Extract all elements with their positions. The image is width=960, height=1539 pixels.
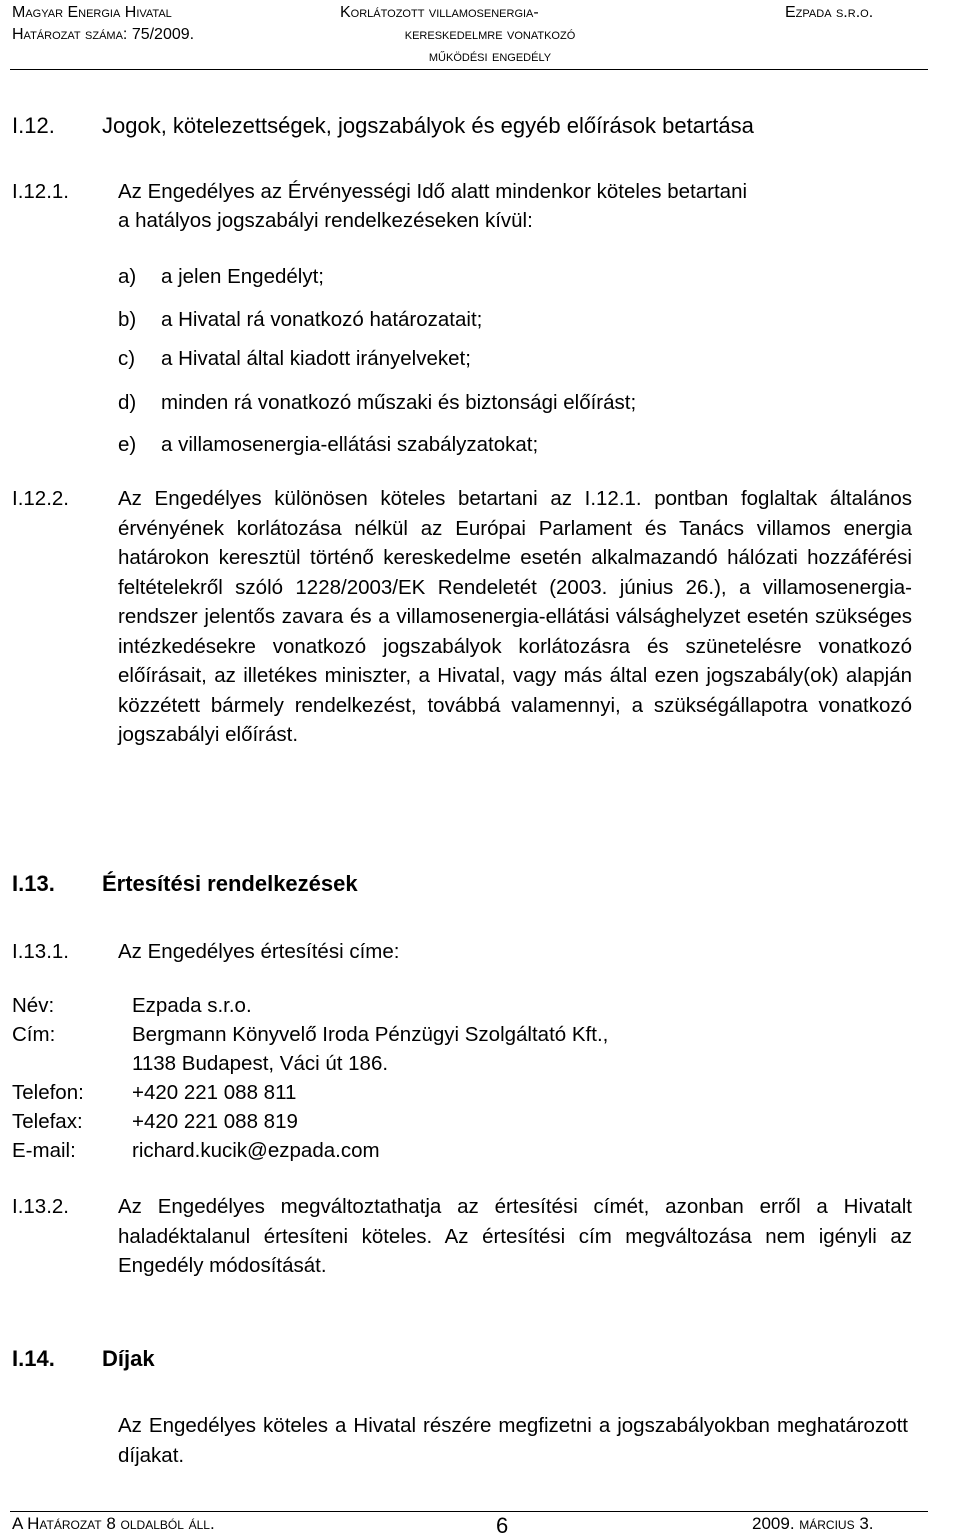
contact-address-label: Cím: xyxy=(12,1023,56,1046)
list-item-label: e) xyxy=(118,433,137,456)
contact-email-value: richard.kucik@ezpada.com xyxy=(132,1139,380,1162)
footer-divider xyxy=(10,1511,928,1512)
paragraph-body: Az Engedélyes különösen köteles betartani az I.12.1. pontban foglaltak általános érvényének korlátozása nélkül az Európai Parlament és Tanács villamos energia határokon keresztül történő kereskedelme esetén alkalmazandó hálózati hozzáférési feltételekről szóló 1228/2003/EK Rendeletét (2003. június 26.), a villamosenergia-rendszer jelentős zavara és a villamosenergia-ellátási válsághelyzet esetén szükséges intézkedésekre vonatkozó jogszabályok korlátozásra és szünetelésre vonatkozó előírásait, az illetékes miniszter, a Hivatal, vagy más által ezen jogszabály(ok) alapján közzétett bármely rendelkezést, továbbá valamennyi, a szükségállapotra vonatkozó jogszabályi előírást. xyxy=(118,487,912,746)
list-item-text: a Hivatal által kiadott irányelveket; xyxy=(161,347,471,370)
footer-date: 2009. március 3. xyxy=(752,1514,874,1533)
contact-name-value: Ezpada s.r.o. xyxy=(132,994,252,1017)
paragraph-line: Az Engedélyes az Érvényességi Idő alatt mindenkor köteles betartani xyxy=(118,180,748,203)
section-title: Jogok, kötelezettségek, jogszabályok és egyéb előírások betartása xyxy=(102,113,754,138)
list-item-label: d) xyxy=(118,391,137,414)
header-license-line2: kereskedelmre vonatkozó xyxy=(404,26,576,43)
paragraph-body: Az Engedélyes értesítési címe: xyxy=(118,940,400,963)
contact-name-label: Név: xyxy=(12,994,55,1017)
paragraph-number: I.12.1. xyxy=(12,180,69,203)
list-item-label: c) xyxy=(118,347,136,370)
paragraph-body: Az Engedélyes köteles a Hivatal részére megfizetni a jogszabályokban meghatározott díjakat. xyxy=(118,1414,908,1467)
header-divider xyxy=(10,69,928,70)
header-licensee: Ezpada s.r.o. xyxy=(785,4,874,21)
page-number: 6 xyxy=(496,1513,509,1538)
header-license-line3: működési engedély xyxy=(428,48,552,65)
contact-email-label: E-mail: xyxy=(12,1139,76,1162)
section-title: Értesítési rendelkezések xyxy=(102,871,358,896)
contact-fax-label: Telefax: xyxy=(12,1110,83,1133)
section-number: I.12. xyxy=(12,113,55,138)
contact-phone-label: Telefon: xyxy=(12,1081,84,1104)
footer-page-count: A Határozat 8 oldalból áll. xyxy=(12,1514,215,1533)
paragraph-number: I.13.1. xyxy=(12,940,69,963)
list-item-text: minden rá vonatkozó műszaki és biztonsági előírást; xyxy=(161,391,637,414)
section-number: I.13. xyxy=(12,871,55,896)
paragraph-body: Az Engedélyes megváltoztathatja az értesítési címét, azonban erről a Hivatalt haladéktalanul értesíteni köteles. Az értesítési cím megváltozása nem igényli az Engedély módosítását. xyxy=(118,1195,912,1277)
list-item-text: a villamosenergia-ellátási szabályzatokat; xyxy=(161,433,539,456)
list-item-label: a) xyxy=(118,265,137,288)
contact-fax-value: +420 221 088 819 xyxy=(132,1110,298,1133)
contact-address-line2: 1138 Budapest, Váci út 186. xyxy=(132,1052,389,1075)
list-item-label: b) xyxy=(118,308,137,331)
paragraph-number: I.13.2. xyxy=(12,1195,69,1218)
list-item-text: a Hivatal rá vonatkozó határozatait; xyxy=(161,308,483,331)
contact-phone-value: +420 221 088 811 xyxy=(132,1081,297,1104)
paragraph-line: a hatályos jogszabályi rendelkezéseken kívül: xyxy=(118,209,533,232)
paragraph-number: I.12.2. xyxy=(12,487,69,510)
header-resolution-number: Határozat száma: 75/2009. xyxy=(12,26,195,43)
section-title: Díjak xyxy=(102,1346,155,1371)
list-item-text: a jelen Engedélyt; xyxy=(161,265,324,288)
contact-address-line1: Bergmann Könyvelő Iroda Pénzügyi Szolgáltató Kft., xyxy=(132,1023,609,1046)
header-license-line1: Korlátozott villamosenergia- xyxy=(340,4,539,21)
header-authority: Magyar Energia Hivatal xyxy=(12,4,172,21)
section-number: I.14. xyxy=(12,1346,55,1371)
